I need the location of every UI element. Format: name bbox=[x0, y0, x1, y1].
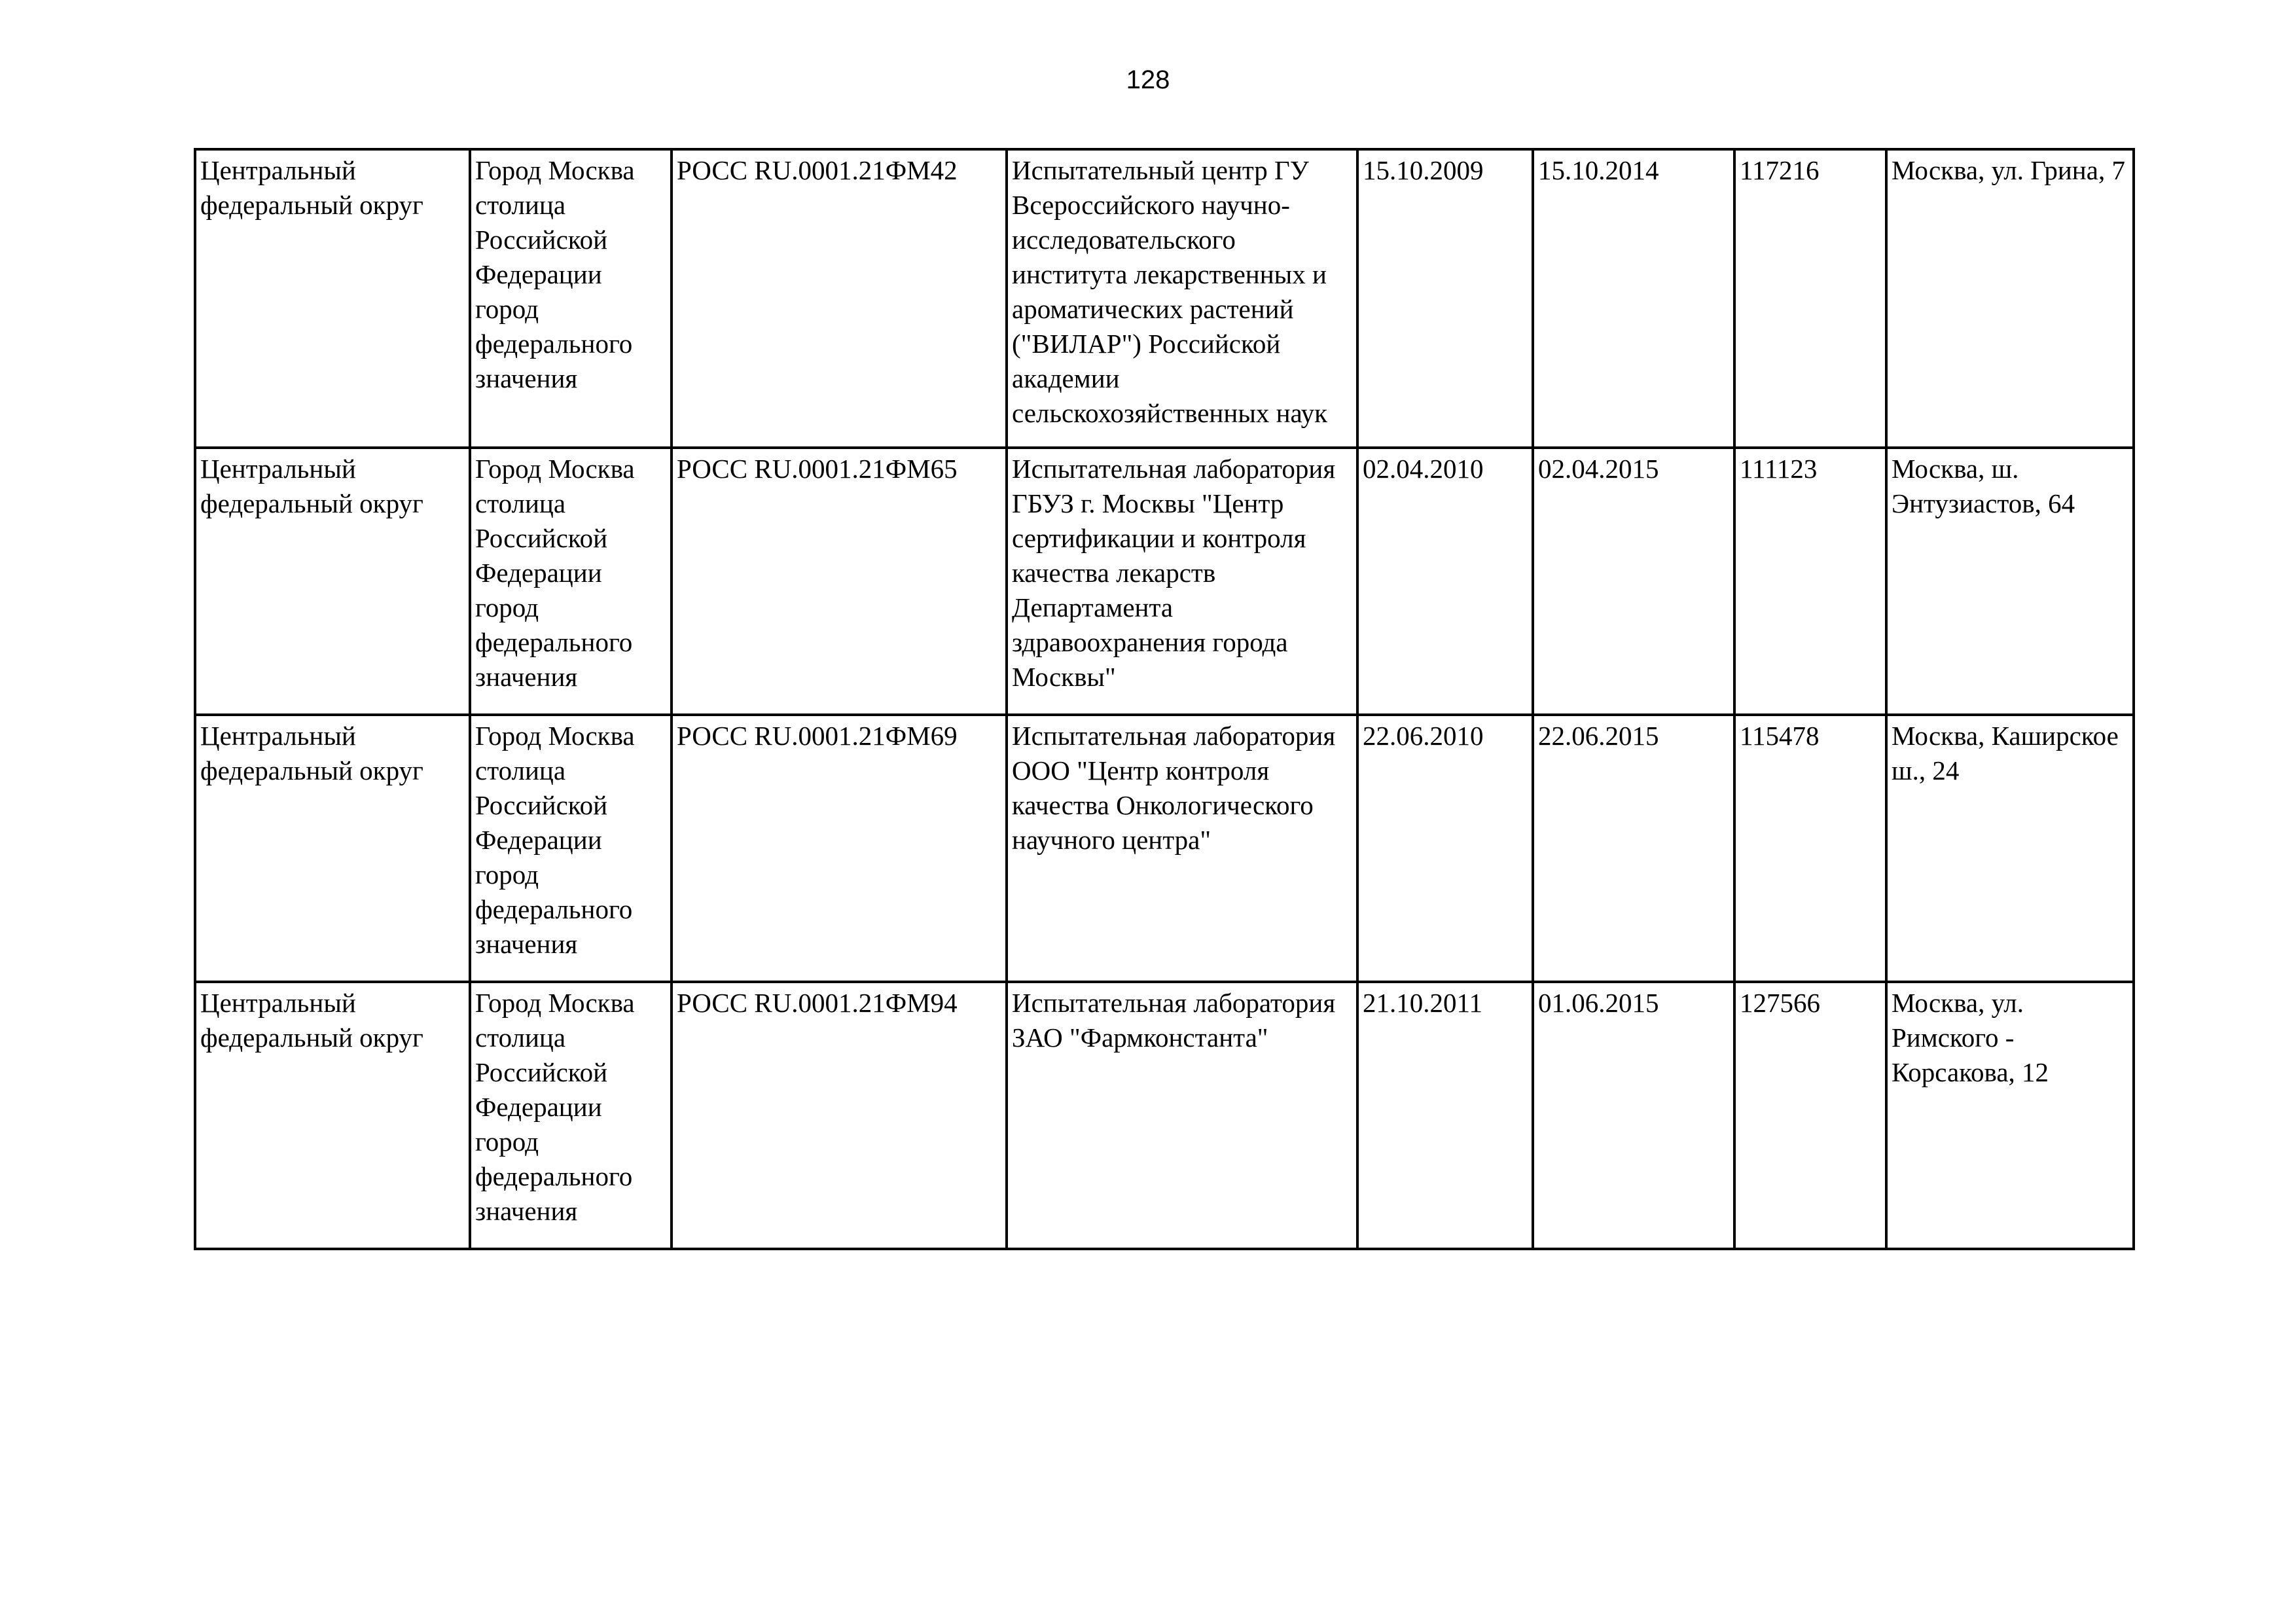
organization-cell: Испытательная лаборатория ГБУЗ г. Москвы "Центр сертификации и контроля качества лекарств Департамента здравоохранения города Москвы" bbox=[1007, 448, 1357, 715]
postal-code-cell: 117216 bbox=[1734, 149, 1886, 448]
table-row bbox=[195, 715, 2134, 982]
postal-code-cell: 111123 bbox=[1734, 448, 1886, 715]
date-to-cell: 01.06.2015 bbox=[1533, 982, 1734, 1249]
region-cell: Город Москва столица Российской Федерации город федерального значения bbox=[470, 149, 672, 448]
date-from-cell: 21.10.2011 bbox=[1357, 982, 1533, 1249]
region-cell: Город Москва столица Российской Федерации город федерального значения bbox=[470, 715, 672, 982]
reg-number-cell: РОСС RU.0001.21ФМ69 bbox=[672, 715, 1007, 982]
address-cell: Москва, ул. Римского - Корсакова, 12 bbox=[1886, 982, 2134, 1249]
region-cell: Город Москва столица Российской Федерации город федерального значения bbox=[470, 982, 672, 1249]
date-to-cell: 22.06.2015 bbox=[1533, 715, 1734, 982]
date-to-cell: 02.04.2015 bbox=[1533, 448, 1734, 715]
page-number: 128 bbox=[1126, 65, 1170, 94]
date-from-cell: 15.10.2009 bbox=[1357, 149, 1533, 448]
table-row bbox=[195, 448, 2134, 715]
table-row bbox=[195, 149, 2134, 448]
district-cell: Центральный федеральный округ bbox=[195, 982, 470, 1249]
postal-code-cell: 127566 bbox=[1734, 982, 1886, 1249]
district-cell: Центральный федеральный округ bbox=[195, 448, 470, 715]
address-cell: Москва, ш. Энтузиастов, 64 bbox=[1886, 448, 2134, 715]
address-cell: Москва, ул. Грина, 7 bbox=[1886, 149, 2134, 448]
reg-number-cell: РОСС RU.0001.21ФМ42 bbox=[672, 149, 1007, 448]
district-cell: Центральный федеральный округ bbox=[195, 715, 470, 982]
reg-number-cell: РОСС RU.0001.21ФМ65 bbox=[672, 448, 1007, 715]
organization-cell: Испытательный центр ГУ Всероссийского научно-исследовательского института лекарственных и ароматических растений ("ВИЛАР") Российской академии сельскохозяйственных наук bbox=[1007, 149, 1357, 448]
organization-cell: Испытательная лаборатория ООО "Центр контроля качества Онкологического научного центра" bbox=[1007, 715, 1357, 982]
date-from-cell: 02.04.2010 bbox=[1357, 448, 1533, 715]
organization-cell: Испытательная лаборатория ЗАО "Фармконстанта" bbox=[1007, 982, 1357, 1249]
date-from-cell: 22.06.2010 bbox=[1357, 715, 1533, 982]
region-cell: Город Москва столица Российской Федерации город федерального значения bbox=[470, 448, 672, 715]
reg-number-cell: РОСС RU.0001.21ФМ94 bbox=[672, 982, 1007, 1249]
district-cell: Центральный федеральный округ bbox=[195, 149, 470, 448]
date-to-cell: 15.10.2014 bbox=[1533, 149, 1734, 448]
postal-code-cell: 115478 bbox=[1734, 715, 1886, 982]
table-row bbox=[195, 982, 2134, 1249]
registry-table bbox=[194, 148, 2135, 1250]
address-cell: Москва, Каширское ш., 24 bbox=[1886, 715, 2134, 982]
